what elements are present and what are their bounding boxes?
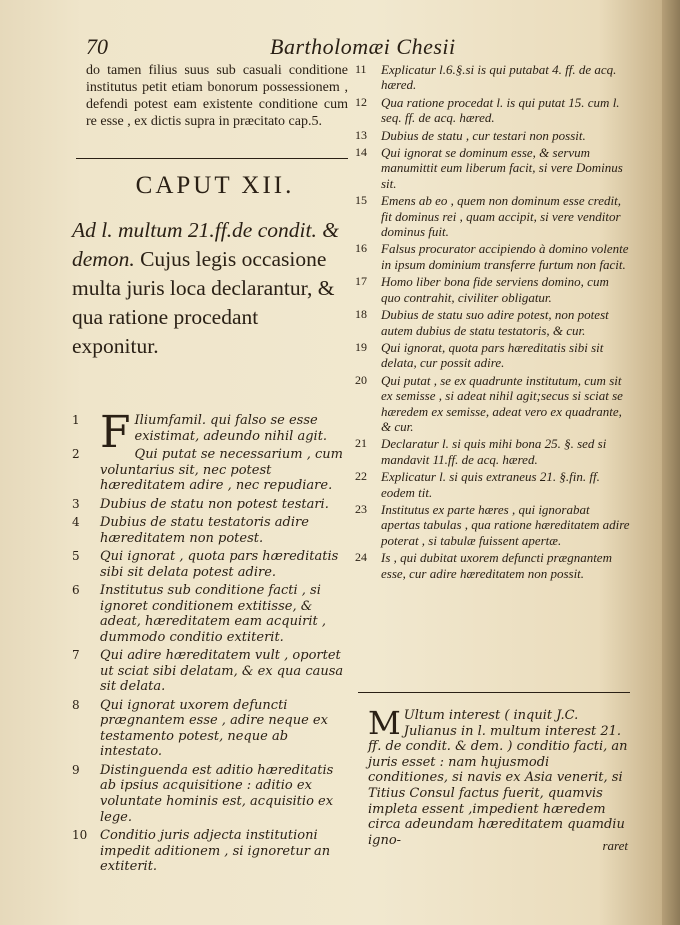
paragraph-text: Ultum interest ( inquit J.C. Julianus in l. multum interest 21. ff. de condit. & dem. ) conditio facti, an juris esset : nam hujusmodi conditiones, si navis ex Asia venerit, si Titius Consul factus fuerit, quamvis impleta essent ,impedient hæredem circa adeundam hæreditatem quamdiu igno- [368,708,628,848]
summary-item [72,407,346,458]
body-paragraph [368,704,628,848]
item-text: Institutus ex parte hæres , qui ignorabat apertas tabulas , qua ratione hæreditatem adire poterat , si tabulæ fuissent apertæ. [381,501,630,548]
item-number: 16 [355,241,367,256]
summary-item [355,128,630,143]
item-text: Is , qui dubitat uxorem defuncti prægnantem esse, cur adire hæreditatem non possit. [381,550,612,581]
item-text: Qui ignorat se dominum esse, & servum manumittit eum liberum facit, si vere Dominus sit. [381,145,623,191]
item-number: 13 [355,127,367,142]
item-number: 19 [355,339,367,354]
item-number: 18 [355,307,367,322]
item-text: Emens ab eo , quem non dominum esse credit, fit dominus rei , quam accipit, si vere venditor dominus fuit. [381,193,621,240]
item-number: 21 [355,436,367,451]
item-number: 12 [355,94,367,109]
item-number: 11 [355,62,367,76]
summary-item [72,763,346,825]
item-number: 15 [355,193,367,208]
item-text: Qui ignorat uxorem defuncti prægnantem esse , adire neque ex testamento potest, neque ab intestato. [100,697,328,760]
summary-item [355,340,630,371]
summary-item [355,469,630,500]
item-text: Iliumfamil. qui falso se esse existimat, adeundo nihil agit. [134,413,328,444]
left-column-top [86,62,348,130]
item-text: Qui ignorat , quota pars hæreditatis sibi sit delata potest adire. [100,548,339,580]
item-number: 20 [355,372,367,387]
item-number: 17 [355,274,367,289]
running-head: Bartholomæi Chesii [270,34,456,59]
summary-item [355,95,630,126]
item-text: Explicatur l.6.§.si is qui putabat 4. ff. de acq. hæred. [381,62,617,93]
summary-item [355,550,630,581]
right-column [355,62,630,583]
item-number: 2 [72,446,80,461]
summary-item [355,193,630,239]
page-edge [662,0,680,925]
item-text: Explicatur l. si quis extraneus 21. §.fin. ff. eodem tit. [381,469,600,500]
summary-item [355,502,630,548]
drop-cap: F [100,407,131,458]
section-divider [76,158,348,159]
summary-item [355,274,630,305]
summary-item [72,583,346,645]
item-text: Qui adire hæreditatem vult , oportet ut sciat sibi delatam, & ex qua causa sit delata. [100,648,344,695]
item-text: Institutus sub conditione facti , si ignoret conditionem extitisse, & adeat, hæreditatem eam acquirit , dummodo conditio extiterit. [100,582,326,645]
item-text: Qui ignorat, quota pars hæreditatis sibi sit delata, cur possit adire. [381,339,604,371]
item-number: 1 [72,413,80,427]
chapter-title: CAPUT XII. [135,172,295,199]
heading-citation: Ad l. multum 21.ff.de condit. & demon. [72,218,339,271]
summary-item [72,515,346,546]
item-number: 7 [72,648,80,663]
summary-item [72,648,346,695]
chapter-heading [72,216,350,361]
item-number: 6 [72,582,80,597]
continuation-text: do tamen filius suus sub casuali conditione institutus petit etiam bonorum possessionem , defendi potest eam existente conditione cum re esse , ex dictis supra in præcitato cap.5. [86,63,348,129]
item-text: Qua ratione procedat l. is qui putat 15. cum l. seq. ff. de acq. hæred. [381,94,620,126]
item-number: 24 [355,550,367,565]
item-text: Falsus procurator accipiendo à domino volente in ipsum dominium transferre furtum non facit. [381,241,629,272]
item-number: 8 [72,697,80,712]
summary-item [355,436,630,467]
item-number: 5 [72,548,80,563]
item-text: Declaratur l. si quis mihi bona 25. §. sed si mandavit 11.ff. de acq. hæred. [381,436,607,467]
item-number: 23 [355,501,367,516]
item-number: 14 [355,145,367,160]
summary-item [355,145,630,191]
summary-item [355,307,630,338]
summary-item [355,62,630,93]
item-text: Conditio juris adjecta institutioni impedit aditionem , si ignoretur an extiterit. [100,828,331,875]
item-text: Dubius de statu , cur testari non possit. [381,127,586,143]
catchword: raret [602,838,628,853]
summary-item [355,373,630,435]
heading-text: Cujus legis occasione multa juris loca declarantur, & qua ratione procedant exponitur. [72,247,335,358]
page-number: 70 [86,34,108,59]
item-text: Dubius de statu testatoris adire hæreditatem non potest. [100,514,309,546]
left-rule-wrap [76,158,348,159]
item-text: Dubius de statu non potest testari. [100,496,329,512]
summary-item [72,698,346,760]
summary-item [72,497,346,513]
summary-item [72,828,346,875]
summary-list-left [72,407,346,878]
item-text: Qui putat , se ex quadrunte institutum, cum sit ex semisse , si adeat nihil agit;secus si sciat se hæredem ex semisse, adeat vero ex quadrante, & cur. [381,372,623,434]
summary-item [355,241,630,272]
item-text: Distinguenda est aditio hæreditatis ab ipsius acquisitione : aditio ex voluntate hominis est, acquisitio ex lege. [100,762,334,825]
item-text: Dubius de statu suo adire potest, non potest autem dubius de statu testatoris, & cur. [381,307,609,338]
item-number: 22 [355,469,367,484]
right-divider [358,692,630,693]
item-number: 9 [72,762,80,777]
drop-cap: M [368,704,401,742]
item-text: Homo liber bona fide serviens domino, cum quo contrahit, civiliter obligatur. [381,274,609,305]
item-text: Qui putat se necessarium , cum voluntarius sit, nec potest hæreditatem adire , nec repudiare. [100,446,343,494]
summary-item [72,549,346,580]
item-number: 10 [72,828,88,843]
item-number: 4 [72,514,80,529]
item-number: 3 [72,496,80,511]
summary-item [72,447,346,494]
